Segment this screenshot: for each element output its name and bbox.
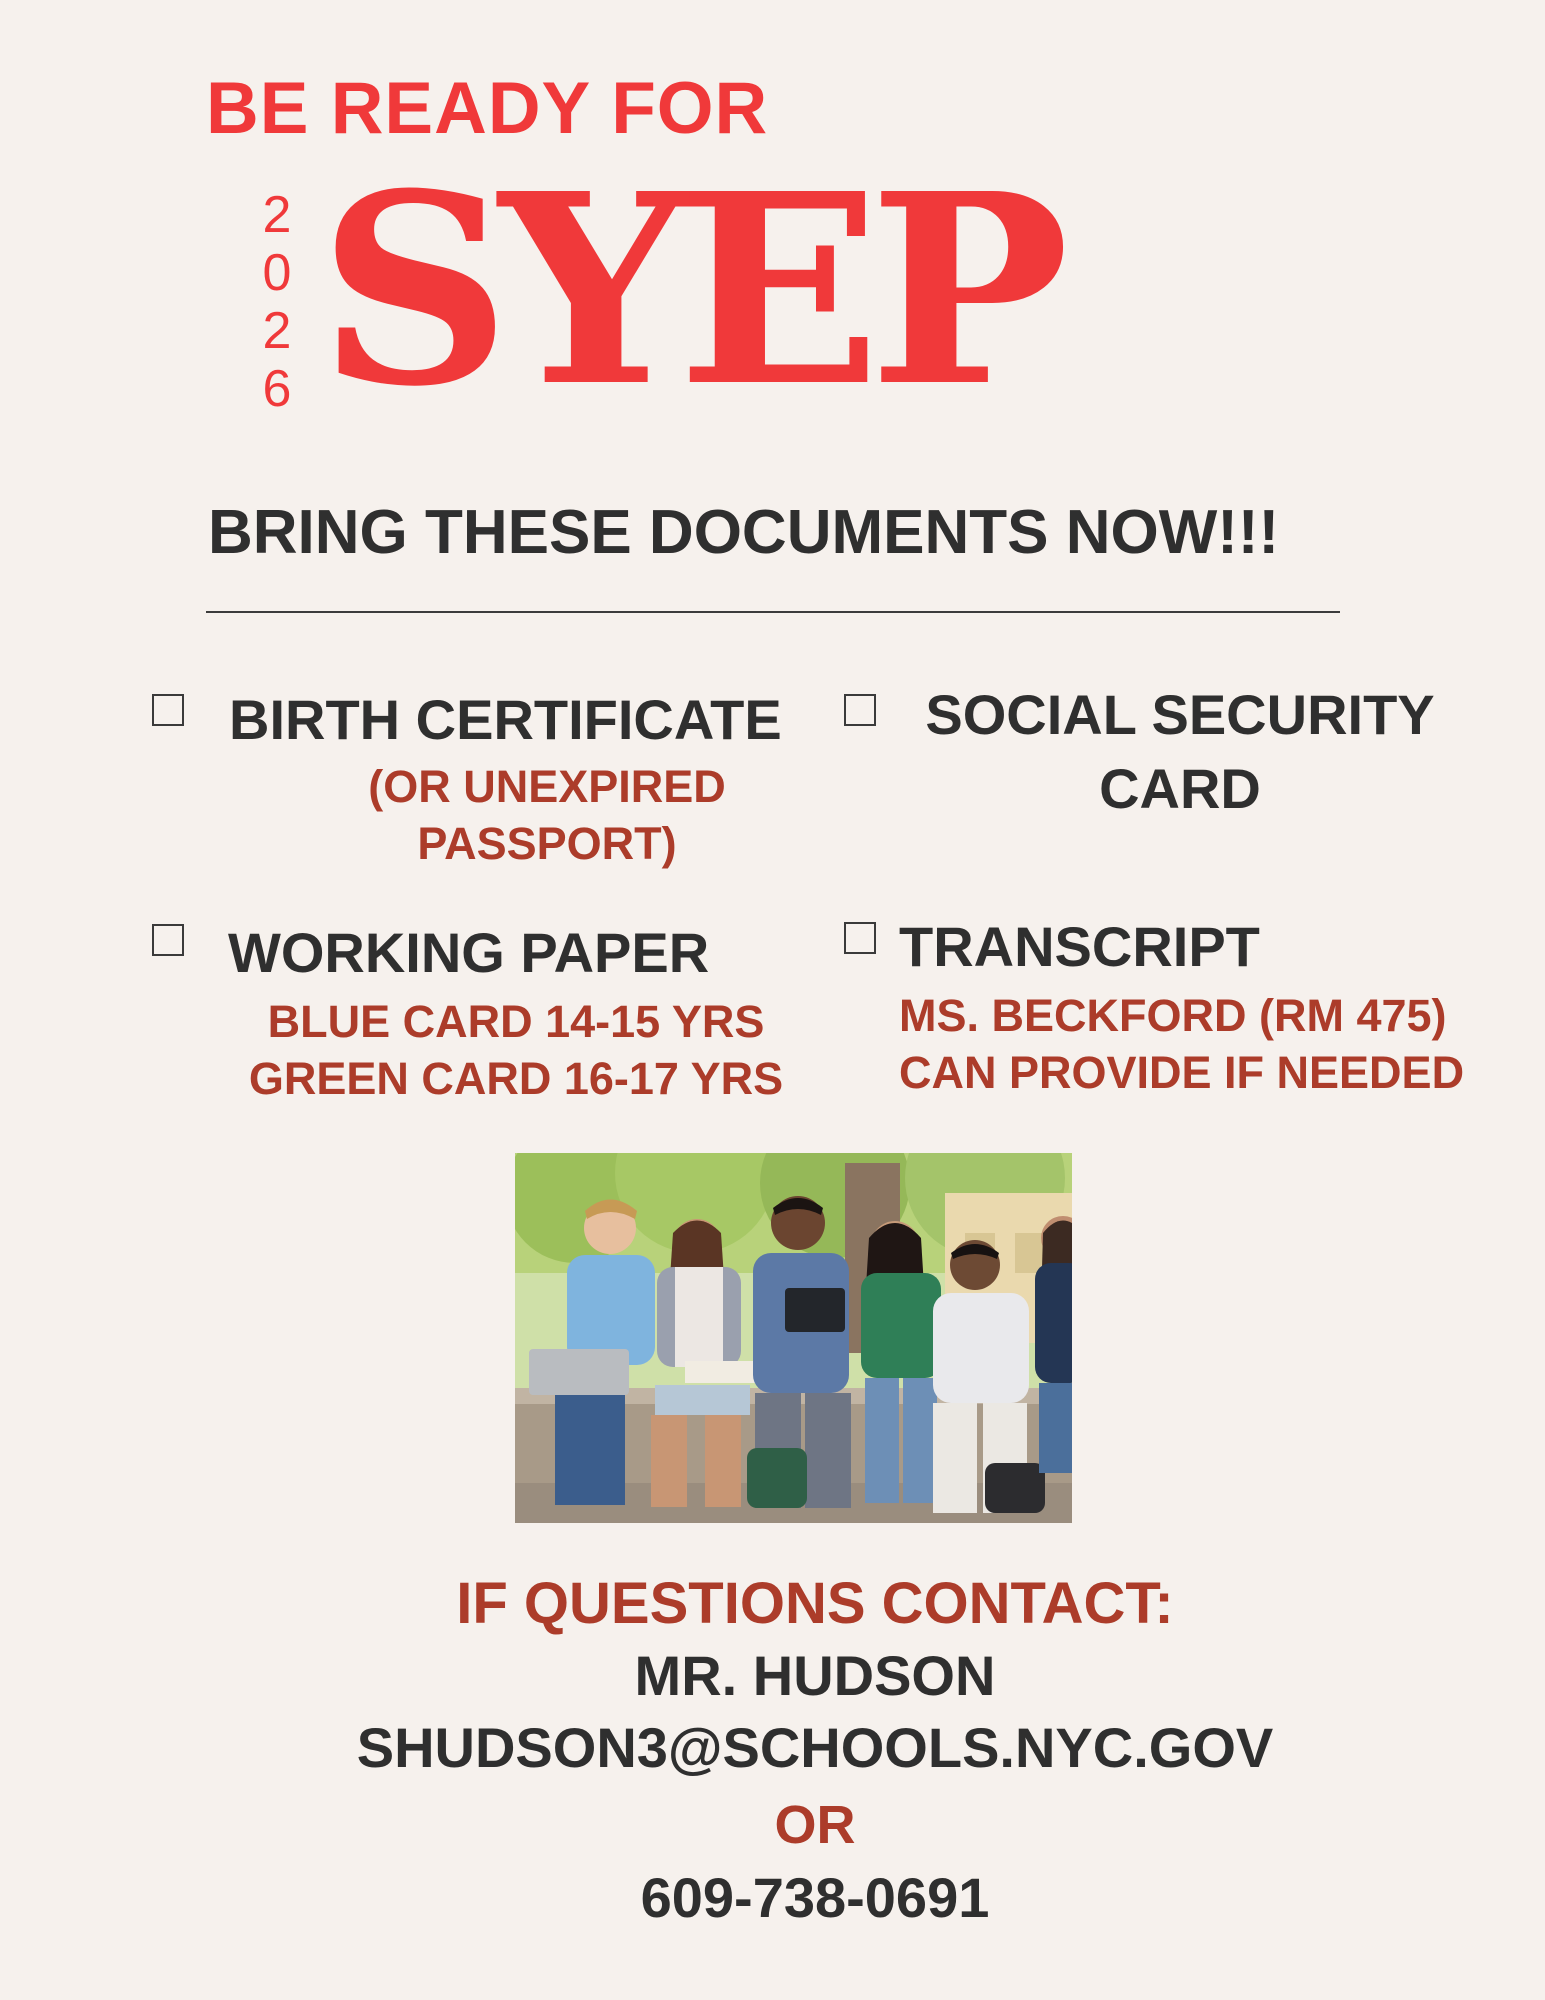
year-digit: 0 bbox=[262, 244, 292, 302]
title-line: SOCIAL SECURITY bbox=[925, 683, 1435, 746]
year-vertical bbox=[256, 186, 298, 418]
year-digit: 2 bbox=[262, 186, 292, 244]
instructions-heading: BRING THESE DOCUMENTS NOW!!! bbox=[208, 498, 1280, 567]
social-security-checkbox[interactable] bbox=[844, 694, 876, 726]
contact-heading: IF QUESTIONS CONTACT: bbox=[456, 1571, 1174, 1636]
transcript-title: TRANSCRIPT bbox=[899, 915, 1260, 978]
contact-email[interactable]: SHUDSON3@SCHOOLS.NYC.GOV bbox=[356, 1716, 1274, 1779]
note-line: MS. BECKFORD (RM 475) bbox=[899, 990, 1447, 1041]
students-photo bbox=[515, 1153, 1072, 1523]
title-line: CARD bbox=[1099, 757, 1261, 820]
contact-separator: OR bbox=[774, 1795, 856, 1855]
transcript-checkbox[interactable] bbox=[844, 922, 876, 954]
note-line: PASSPORT) bbox=[417, 818, 677, 869]
note-line: CAN PROVIDE IF NEEDED bbox=[899, 1047, 1465, 1098]
program-title: SYEP bbox=[318, 136, 1058, 444]
note-line: GREEN CARD 16-17 YRS bbox=[248, 1053, 784, 1104]
divider bbox=[206, 611, 1340, 613]
year-digit: 6 bbox=[262, 360, 292, 418]
working-paper-notes bbox=[236, 993, 796, 1107]
working-paper-checkbox[interactable] bbox=[152, 924, 184, 956]
transcript-notes bbox=[899, 987, 1464, 1101]
birth-certificate-checkbox[interactable] bbox=[152, 694, 184, 726]
birth-certificate-notes bbox=[332, 758, 762, 872]
birth-certificate-title: BIRTH CERTIFICATE bbox=[229, 688, 782, 751]
note-line: BLUE CARD 14-15 YRS bbox=[267, 996, 765, 1047]
working-paper-title: WORKING PAPER bbox=[228, 921, 710, 984]
note-line: (OR UNEXPIRED bbox=[368, 761, 726, 812]
contact-phone[interactable]: 609-738-0691 bbox=[640, 1866, 990, 1929]
kicker-heading: BE READY FOR bbox=[206, 68, 769, 149]
social-security-title bbox=[890, 678, 1470, 826]
year-digit: 2 bbox=[262, 302, 292, 360]
contact-name: MR. HUDSON bbox=[634, 1644, 996, 1707]
